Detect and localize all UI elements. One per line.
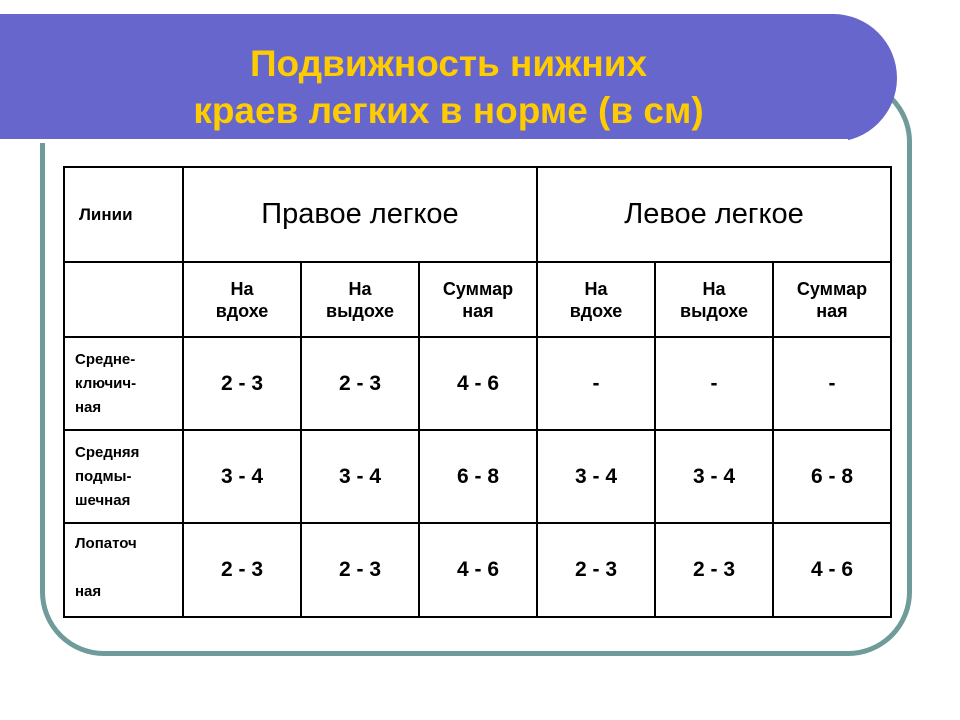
title-line-1: Подвижность нижних — [249, 43, 648, 84]
table-row — [64, 337, 891, 430]
table-row — [64, 523, 891, 617]
row-label-text: Лопаточ — [75, 535, 137, 552]
table-cell: 2 - 3 — [183, 337, 301, 430]
title-bar — [0, 14, 897, 142]
subheader-left-total — [773, 262, 891, 337]
row-label-midaxillary — [64, 430, 183, 523]
table-cell: 6 - 8 — [773, 430, 891, 523]
subheader-text: На — [584, 278, 608, 299]
subheader-text: На — [230, 278, 254, 299]
table-cell: 2 - 3 — [537, 523, 655, 617]
row-label-text: ключич- — [75, 374, 137, 392]
table-cell: 6 - 8 — [419, 430, 537, 523]
row-label-text: Средне- — [75, 350, 136, 368]
table-subheader-row — [64, 262, 891, 337]
subheader-left-exhale — [655, 262, 773, 337]
table-cell: 3 - 4 — [537, 430, 655, 523]
subheader-text: ная — [462, 300, 494, 321]
row-label-text: Средняя — [75, 443, 140, 461]
table-cell: 4 - 6 — [773, 523, 891, 617]
row-label-text: шечная — [75, 491, 131, 509]
table-row — [64, 430, 891, 523]
table-cell: 2 - 3 — [301, 523, 419, 617]
table-cell: 2 - 3 — [183, 523, 301, 617]
subheader-text: ная — [816, 300, 848, 321]
row-label-text: ная — [75, 583, 102, 600]
subheader-text: вдохе — [569, 300, 623, 321]
table-header-row — [64, 167, 891, 262]
title-line-2: краев легких в норме (в см) — [193, 90, 704, 131]
header-lines: Линии — [64, 167, 183, 262]
row-label-text: подмы- — [75, 467, 132, 485]
subheader-text: На — [348, 278, 372, 299]
subheader-text: выдохе — [680, 300, 748, 321]
table-cell: 3 - 4 — [301, 430, 419, 523]
subheader-empty — [64, 262, 183, 337]
mobility-table — [63, 166, 892, 618]
slide-title — [0, 40, 897, 134]
row-label-scapular — [64, 523, 183, 617]
subheader-text: Суммар — [796, 278, 868, 299]
subheader-right-total — [419, 262, 537, 337]
header-right-lung: Правое легкое — [183, 167, 537, 262]
table-cell: - — [655, 337, 773, 430]
table-cell: - — [773, 337, 891, 430]
subheader-text: вдохе — [215, 300, 269, 321]
subheader-left-inhale — [537, 262, 655, 337]
table-cell: 3 - 4 — [655, 430, 773, 523]
table-cell: 2 - 3 — [655, 523, 773, 617]
subheader-text: Суммар — [442, 278, 514, 299]
table-cell: 3 - 4 — [183, 430, 301, 523]
subheader-text: выдохе — [326, 300, 394, 321]
row-label-text: ная — [75, 398, 102, 416]
title-underline — [0, 139, 848, 143]
table-cell: 4 - 6 — [419, 337, 537, 430]
header-left-lung: Левое легкое — [537, 167, 891, 262]
subheader-right-inhale — [183, 262, 301, 337]
row-label-midclavicular — [64, 337, 183, 430]
subheader-right-exhale — [301, 262, 419, 337]
table-cell: 2 - 3 — [301, 337, 419, 430]
table-cell: - — [537, 337, 655, 430]
table-cell: 4 - 6 — [419, 523, 537, 617]
subheader-text: На — [702, 278, 726, 299]
